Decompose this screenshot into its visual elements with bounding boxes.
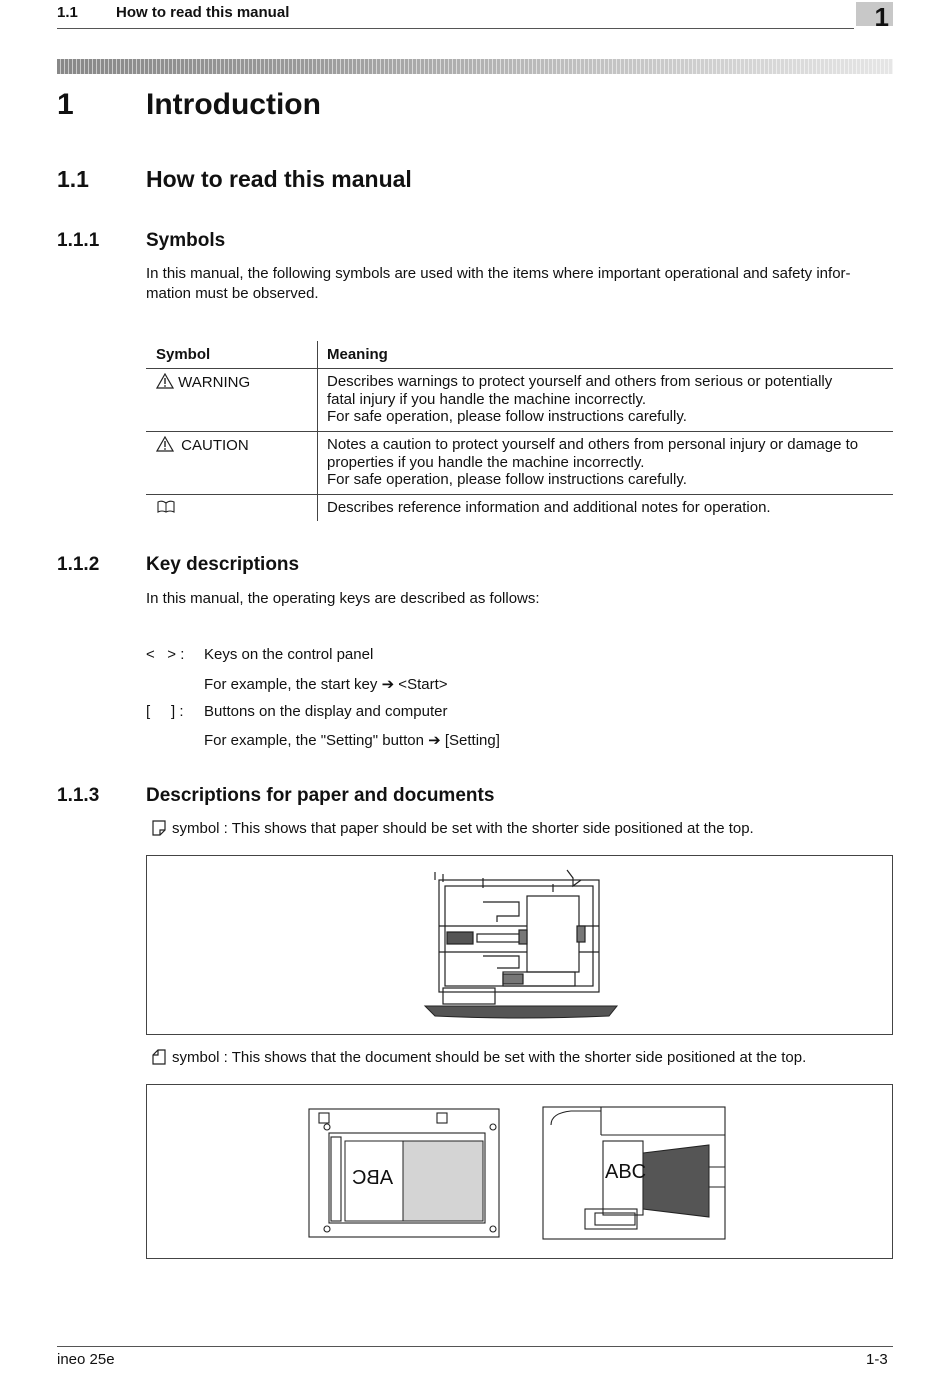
footer-product: ineo 25e: [57, 1351, 115, 1368]
reference-meaning: [327, 499, 887, 517]
warning-meaning: [327, 373, 887, 426]
symbols-intro-line1: In this manual, the following symbols are used with the items where important operational and safety infor-: [146, 265, 851, 282]
symbols-number: 1.1.1: [57, 230, 100, 251]
reference-symbol-cell: [156, 499, 176, 516]
warning-meaning-line: Describes warnings to protect yourself and others from serious or potentially: [327, 373, 833, 390]
table-header-row: [146, 341, 893, 369]
paper-tray-figure: [146, 855, 893, 1035]
key-desc-display: Buttons on the display and computer: [204, 703, 448, 720]
key-marker-bracket: [ ] :: [146, 703, 184, 720]
adf-document-label: ABC: [605, 1161, 647, 1183]
paper-short-edge-icon: [151, 819, 167, 837]
warning-meaning-line: fatal injury if you handle the machine incorrectly.: [327, 390, 647, 408]
caution-meaning-line: For safe operation, please follow instructions carefully.: [327, 471, 687, 488]
col-symbol-header: Symbol: [156, 346, 211, 363]
chapter-title: Introduction: [146, 88, 321, 121]
header-rule: [57, 28, 854, 29]
key-marker-angle: < > :: [146, 646, 185, 663]
table-row: [146, 369, 893, 432]
section-number: 1.1: [57, 166, 89, 192]
key-desc-control-panel: Keys on the control panel: [204, 646, 374, 663]
footer-rule: [57, 1346, 893, 1347]
footer-page-number: 1-3: [866, 1351, 888, 1368]
reference-book-icon: [156, 500, 176, 514]
mirrored-document-label: ABC: [352, 1167, 394, 1189]
header-section-title: How to read this manual: [116, 4, 290, 21]
keys-title: Key descriptions: [146, 554, 300, 575]
symbols-table: [146, 341, 893, 523]
symbols-title: Symbols: [146, 230, 226, 251]
header-section-number: 1.1: [57, 4, 78, 21]
key-example-start: For example, the start key ➔ <Start>: [204, 676, 448, 693]
warning-meaning-line: For safe operation, please follow instructions carefully.: [327, 408, 687, 425]
warning-symbol-cell: [156, 373, 250, 391]
col-meaning-header: Meaning: [327, 346, 388, 363]
paper-title: Descriptions for paper and documents: [146, 785, 495, 806]
keys-number: 1.1.2: [57, 554, 100, 575]
table-row: [146, 495, 893, 523]
table-row: [146, 432, 893, 495]
warning-label: WARNING: [178, 374, 251, 391]
platen-glass-illustration: [307, 1107, 501, 1239]
caution-meaning-line: properties if you handle the machine incorrectly.: [327, 453, 645, 471]
paper-number: 1.1.3: [57, 785, 100, 806]
reference-meaning-line: Describes reference information and additional notes for operation.: [327, 499, 771, 516]
warning-triangle-icon: [156, 373, 174, 389]
caution-meaning-line: Notes a caution to protect yourself and others from personal injury or damage to: [327, 436, 859, 453]
document-short-edge-icon: [151, 1048, 167, 1066]
chapter-tab: 1: [856, 2, 893, 26]
table-column-divider: [317, 341, 318, 521]
caution-meaning: [327, 436, 887, 489]
paper-tray-illustration: [147, 856, 892, 1034]
key-example-setting: For example, the "Setting" button ➔ [Setting]: [204, 732, 500, 749]
section-title: How to read this manual: [146, 166, 412, 192]
document-symbol-text: symbol : This shows that the document should be set with the shorter side positioned at the top.: [172, 1049, 807, 1066]
symbols-intro-line2: mation must be observed.: [146, 285, 319, 302]
paper-symbol-text: symbol : This shows that paper should be set with the shorter side positioned at the top.: [172, 820, 754, 837]
document-placement-figure: [146, 1084, 893, 1259]
caution-symbol-cell: [156, 436, 249, 454]
decorative-stripe: [57, 59, 893, 74]
caution-label: CAUTION: [181, 437, 249, 454]
chapter-number: 1: [57, 88, 74, 121]
keys-intro: In this manual, the operating keys are described as follows:: [146, 590, 540, 607]
caution-triangle-icon: [156, 436, 174, 452]
